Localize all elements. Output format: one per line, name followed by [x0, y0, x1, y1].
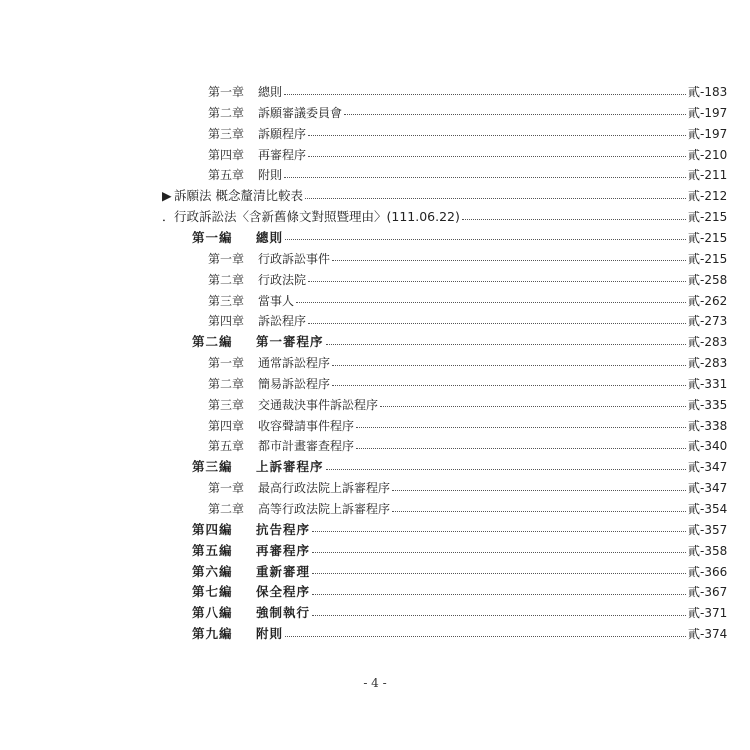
- dot-leader: [312, 572, 686, 574]
- toc-part-row: [0, 458, 750, 476]
- part-number: 第二編: [192, 334, 233, 350]
- chapter-number: 第五章: [208, 439, 245, 454]
- toc-entry-title: 當事人: [258, 293, 295, 308]
- toc-entry-heading: [0, 146, 306, 164]
- page-reference: 貳-358: [688, 543, 728, 558]
- dot-leader: [312, 551, 686, 553]
- toc-entry-heading: [0, 229, 283, 247]
- dot-leader: [356, 426, 686, 428]
- dot-leader: [312, 614, 686, 616]
- dot-leader: [284, 93, 686, 95]
- page-reference: 貳-210: [688, 147, 728, 162]
- chapter-number: 第四章: [208, 147, 245, 162]
- page-reference: 貳-215: [688, 230, 728, 245]
- dot-leader: [296, 301, 686, 303]
- toc-chapter-row: [0, 292, 750, 310]
- toc-chapter-row: [0, 104, 750, 122]
- toc-entry-title: 上訴審程序: [256, 459, 324, 475]
- dot-leader: [285, 635, 686, 637]
- page-reference: 貳-215: [688, 210, 728, 225]
- dot-leader: [305, 197, 686, 199]
- dot-leader: [312, 593, 686, 595]
- toc-entry-title: 行政訴訟法〈含新舊條文對照暨理由〉(111.06.22): [174, 209, 460, 225]
- dot-leader: [308, 280, 686, 282]
- dot-leader: [308, 134, 686, 136]
- page-reference: 貳-212: [688, 189, 728, 204]
- toc-chapter-row: [0, 250, 750, 268]
- toc-entry-heading: [0, 250, 330, 268]
- part-number: 第八編: [192, 605, 233, 621]
- dot-leader: [326, 468, 686, 470]
- toc-chapter-row: [0, 83, 750, 101]
- page-number: - 4 -: [363, 676, 387, 690]
- toc-law-row: [0, 208, 750, 226]
- page-reference: 貳-374: [688, 627, 728, 642]
- chapter-number: 第二章: [208, 376, 245, 391]
- page-reference: 貳-367: [688, 585, 728, 600]
- dot-leader: [308, 155, 686, 157]
- dot-leader: [332, 384, 686, 386]
- page-reference: 貳-347: [688, 481, 728, 496]
- toc-entry-title: 重新審理: [256, 563, 311, 579]
- part-number: 第三編: [192, 459, 233, 475]
- toc-part-row: [0, 542, 750, 560]
- part-number: 第七編: [192, 584, 233, 600]
- toc-entry-title: 最高行政法院上訴審程序: [258, 481, 391, 496]
- page-reference: 貳-366: [688, 564, 728, 579]
- page-reference: 貳-197: [688, 126, 728, 141]
- toc-entry-title: 通常訴訟程序: [258, 356, 331, 371]
- toc-part-row: [0, 625, 750, 643]
- toc-entry-title: 高等行政法院上訴審程序: [258, 502, 391, 516]
- toc-entry-heading: [0, 83, 282, 101]
- dot-leader: [462, 218, 686, 220]
- part-number: 第九編: [192, 626, 233, 642]
- toc-chapter-row: [0, 354, 750, 372]
- toc-entry-title: 強制執行: [256, 605, 311, 621]
- chapter-number: 第三章: [208, 397, 245, 412]
- toc-entry-heading: [0, 104, 342, 122]
- page-reference: 貳-347: [688, 460, 728, 475]
- toc-law-row: [0, 187, 750, 205]
- toc-entry-heading: [0, 604, 310, 622]
- toc-entry-heading: [0, 375, 330, 393]
- chapter-number: 第一章: [208, 356, 245, 371]
- toc-entry-heading: [0, 208, 460, 226]
- toc-entry-heading: [0, 625, 283, 643]
- toc-entry-heading: [0, 521, 310, 539]
- chapter-number: 第四章: [208, 418, 245, 433]
- toc-entry-heading: [0, 187, 303, 205]
- page-reference: 貳-258: [688, 272, 728, 287]
- part-number: 第四編: [192, 521, 233, 537]
- toc-entry-heading: [0, 437, 354, 455]
- dot-leader: [326, 343, 686, 345]
- toc-chapter-row: [0, 146, 750, 164]
- toc-entry-title: 行政法院: [258, 272, 307, 287]
- chapter-number: 第三章: [208, 293, 245, 308]
- toc-entry-heading: [0, 166, 282, 184]
- toc-entry-heading: [0, 417, 354, 435]
- dot-leader: [332, 259, 686, 261]
- page-reference: 貳-354: [688, 502, 728, 516]
- toc-entry-title: 第一審程序: [256, 334, 324, 350]
- dot-leader: [308, 322, 686, 324]
- toc-entry-title: 都市計畫審查程序: [258, 439, 355, 454]
- toc-entry-title: 訴願程序: [258, 126, 307, 141]
- part-number: 第六編: [192, 563, 233, 579]
- toc-chapter-row: [0, 437, 750, 455]
- toc-part-row: [0, 521, 750, 539]
- toc-entry-heading: [0, 479, 390, 497]
- toc-entry-heading: [0, 458, 324, 476]
- dot-leader: [392, 489, 686, 491]
- toc-entry-heading: [0, 354, 330, 372]
- page-reference: 貳-331: [688, 376, 728, 391]
- dot-leader: [284, 176, 686, 178]
- toc-chapter-row: [0, 500, 750, 518]
- toc-entry-title: 總則: [256, 229, 284, 245]
- chapter-number: 第三章: [208, 126, 245, 141]
- dot-bullet-icon: ．: [162, 209, 175, 225]
- page-reference: 貳-357: [688, 522, 728, 537]
- toc-entry-heading: [0, 583, 310, 601]
- dot-leader: [285, 238, 686, 240]
- toc-entry-title: 訴願法 概念釐清比較表: [174, 188, 303, 204]
- toc-entry-title: 收容聲請事件程序: [258, 418, 355, 433]
- toc-entry-heading: [0, 396, 378, 414]
- toc-entry-heading: [0, 542, 310, 560]
- dot-leader: [380, 405, 686, 407]
- part-number: 第五編: [192, 542, 233, 558]
- toc-part-row: [0, 563, 750, 581]
- page-reference: 貳-262: [688, 293, 728, 308]
- page-reference: 貳-371: [688, 606, 728, 621]
- page-reference: 貳-335: [688, 397, 728, 412]
- toc-chapter-row: [0, 271, 750, 289]
- toc-entry-title: 保全程序: [256, 584, 311, 600]
- page-reference: 貳-338: [688, 418, 728, 433]
- page-reference: 貳-215: [688, 251, 728, 266]
- chapter-number: 第一章: [208, 481, 245, 496]
- toc-chapter-row: [0, 417, 750, 435]
- toc-entry-title: 抗告程序: [256, 521, 311, 537]
- part-number: 第一編: [192, 229, 233, 245]
- toc-entry-title: 簡易訴訟程序: [258, 376, 331, 391]
- toc-entry-heading: [0, 271, 306, 289]
- toc-entry-title: 附則: [256, 626, 284, 642]
- toc-entry-title: 再審程序: [256, 542, 311, 558]
- page-reference: 貳-183: [688, 85, 728, 99]
- toc-entry-title: 行政訴訟事件: [258, 251, 331, 266]
- toc-entry-heading: [0, 125, 306, 143]
- triangle-bullet-icon: ▶: [162, 188, 172, 204]
- page-reference: 貳-197: [688, 105, 728, 120]
- toc-entry-heading: [0, 312, 306, 330]
- toc-chapter-row: [0, 125, 750, 143]
- page-reference: 貳-283: [688, 356, 728, 371]
- toc-entry-heading: [0, 500, 390, 518]
- toc-chapter-row: [0, 312, 750, 330]
- page-reference: 貳-211: [688, 168, 728, 183]
- chapter-number: 第一章: [208, 251, 245, 266]
- dot-leader: [344, 113, 686, 115]
- chapter-number: 第一章: [208, 85, 245, 99]
- toc-entry-title: 交通裁決事件訴訟程序: [258, 397, 379, 412]
- dot-leader: [392, 510, 686, 512]
- chapter-number: 第四章: [208, 314, 245, 329]
- toc-entry-title: 總則: [258, 85, 283, 99]
- toc-entry-title: 訴願審議委員會: [258, 105, 343, 120]
- toc-entry-heading: [0, 292, 294, 310]
- chapter-number: 第二章: [208, 105, 245, 120]
- page-reference: 貳-340: [688, 439, 728, 454]
- toc-part-row: [0, 604, 750, 622]
- toc-part-row: [0, 583, 750, 601]
- toc-entry-heading: [0, 563, 310, 581]
- toc-chapter-row: [0, 166, 750, 184]
- chapter-number: 第二章: [208, 502, 245, 516]
- toc-entry-title: 再審程序: [258, 147, 307, 162]
- toc-chapter-row: [0, 375, 750, 393]
- toc-chapter-row: [0, 396, 750, 414]
- chapter-number: 第五章: [208, 168, 245, 183]
- chapter-number: 第二章: [208, 272, 245, 287]
- toc-chapter-row: [0, 479, 750, 497]
- dot-leader: [356, 447, 686, 449]
- page-reference: 貳-283: [688, 335, 728, 350]
- toc-entry-title: 訴訟程序: [258, 314, 307, 329]
- toc-part-row: [0, 229, 750, 247]
- dot-leader: [312, 530, 686, 532]
- toc-entry-heading: [0, 333, 324, 351]
- toc-part-row: [0, 333, 750, 351]
- page-reference: 貳-273: [688, 314, 728, 329]
- dot-leader: [332, 364, 686, 366]
- toc-entry-title: 附則: [258, 168, 283, 183]
